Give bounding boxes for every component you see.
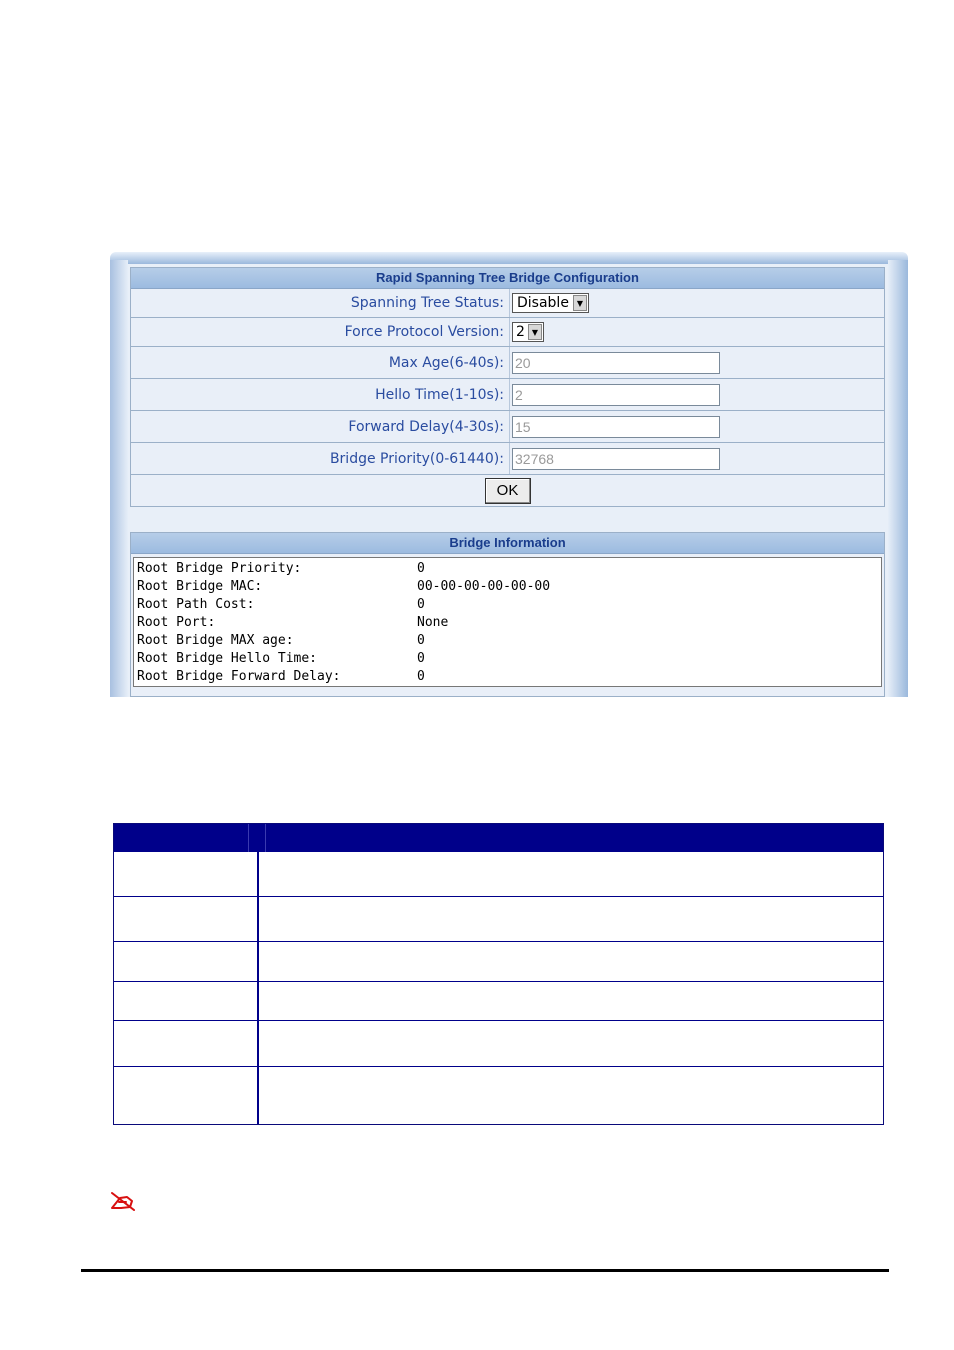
hello-time-input[interactable]: 2 [512,384,720,406]
description-table [113,823,884,1125]
window-left-frame [110,260,128,697]
row-max-age [131,347,884,379]
rstp-config-screenshot [110,252,908,697]
info-line-root-priority: Root Bridge Priority: 0 [137,561,425,576]
hello-time-label: Hello Time(1-10s): [375,386,504,403]
max-age-label: Max Age(6-40s): [388,354,504,371]
bridge-info-title: Bridge Information [131,533,884,554]
forward-delay-input[interactable]: 15 [512,416,720,438]
bridge-priority-label: Bridge Priority(0-61440): [329,450,504,467]
row-ok [131,475,884,506]
description-table-row-divider [114,941,883,942]
info-line-root-hello-time: Root Bridge Hello Time: 0 [137,651,425,666]
bridge-info-textarea [133,557,882,687]
footer-rule [81,1269,889,1272]
config-content [128,264,888,697]
info-line-root-max-age: Root Bridge MAX age: 0 [137,633,425,648]
info-line-root-path-cost: Root Path Cost: 0 [137,597,425,612]
forward-delay-label: Forward Delay(4-30s): [348,418,504,435]
config-table-title: Rapid Spanning Tree Bridge Configuration [131,268,884,289]
bridge-info-table [130,532,885,697]
description-table-header [114,824,883,852]
ok-button[interactable]: OK [485,478,531,504]
chevron-down-icon: ▼ [528,324,542,340]
info-line-root-port: Root Port: None [137,615,449,630]
force-protocol-version-label: Force Protocol Version: [344,324,504,340]
bridge-priority-input[interactable]: 32768 [512,448,720,470]
spanning-tree-status-select[interactable]: Disable ▼ [512,293,589,313]
bridge-config-table [130,267,885,507]
row-spanning-tree-status [131,289,884,318]
row-hello-time [131,379,884,411]
row-bridge-priority [131,443,884,475]
max-age-input[interactable]: 20 [512,352,720,374]
description-table-row-divider [114,981,883,982]
description-table-column-divider [257,852,259,1124]
description-table-row-divider [114,1066,883,1067]
info-line-root-mac: Root Bridge MAC: 00-00-00-00-00-00 [137,579,551,594]
row-force-protocol-version [131,318,884,347]
force-protocol-version-select[interactable]: 2 ▼ [512,322,544,342]
note-hand-icon [110,1190,136,1212]
window-right-frame [888,260,908,697]
description-table-row-divider [114,1020,883,1021]
spanning-tree-status-label: Spanning Tree Status: [350,295,504,311]
window-top-bar [110,252,908,264]
description-table-row-divider [114,896,883,897]
info-line-root-forward-delay: Root Bridge Forward Delay: 0 [137,669,425,684]
row-forward-delay [131,411,884,443]
chevron-down-icon: ▼ [573,295,587,311]
